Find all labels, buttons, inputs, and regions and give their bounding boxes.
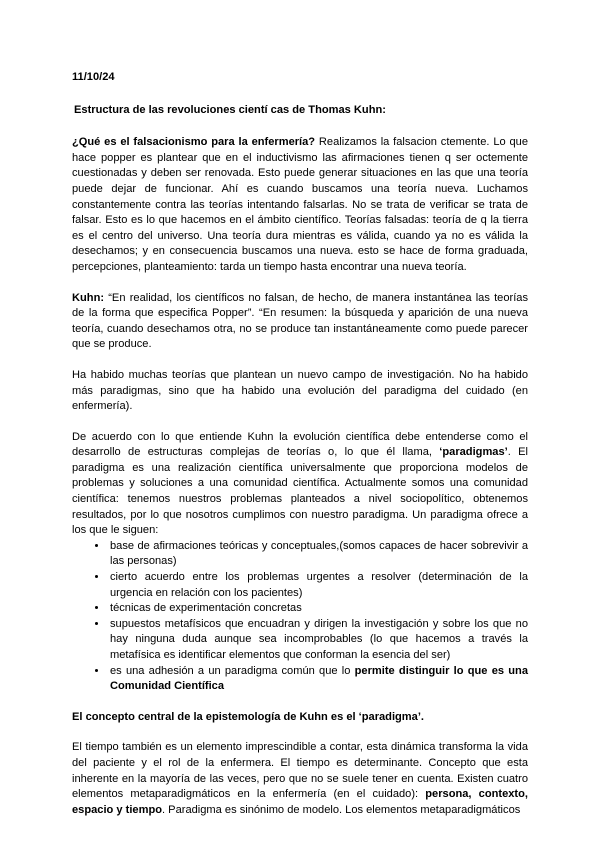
paragraph-paradigmas [72, 430, 528, 539]
tiempo-text-after: . Paradigma es sinónimo de modelo. Los elementos metaparadigmáticos [162, 803, 521, 816]
kuhn-label: Kuhn: [72, 291, 105, 304]
paragraph-teorias: Ha habido muchas teorías que plantean un nuevo campo de investigación. No ha habido más paradigmas, sino que ha habido una evolución del paradigma del cuidado (en enfermería). [72, 368, 528, 413]
list-item: • base de afirmaciones teóricas y conceptuales,(somos capaces de hacer sobrevivir a las personas) [108, 539, 528, 570]
document-title: Estructura de las revoluciones cientí cas de Thomas Kuhn: [74, 103, 386, 116]
section-heading-paradigma: El concepto central de la epistemología de Kuhn es el ‘paradigma’. [72, 710, 425, 723]
paradigmas-bold: ‘paradigmas’ [439, 446, 508, 459]
tiempo-bold: persona, contexto, espacio y tiempo [72, 788, 528, 816]
paragraph-falsacionismo [72, 135, 528, 275]
list-item [108, 664, 528, 695]
paradigmas-text-before: De acuerdo con lo que entiende Kuhn la evolución científica debe entenderse como el desarrollo de estructuras complejas de teorías o, lo que él llama, [72, 430, 528, 459]
document-date: 11/10/24 [72, 71, 115, 83]
question-falsacionismo: ¿Qué es el falsacionismo para la enfermería? [72, 136, 316, 149]
paragraph-tiempo [72, 740, 528, 818]
paradigma-bullet-list [72, 539, 528, 695]
tiempo-text-before: El tiempo también es un elemento imprescindible a contar, esta dinámica transforma la vida del paciente y el rol de la enfermera. El tiempo es determinante. Concepto que esta inherente en la mayoría de las veces, pero que no se suele tener en cuenta. Existen cuatro elementos metaparadigmáticos en la enfermería (en el cuidado): [72, 741, 528, 801]
paradigmas-text-after: . El paradigma es una realización científica universalmente que proporciona modelos de problemas y soluciones a una comunidad científica. Actualmente somos una comunidad científica: tenemos nuestros problemas planteados a nivel sociopolítico, obtenemos resultados, por lo que nosotros cumplimos con nuestro paradigma. Un paradigma ofrece a los que le siguen: [72, 446, 529, 537]
paragraph-kuhn-quote [72, 291, 528, 353]
kuhn-quote-text: “En realidad, los científicos no falsan, de hecho, de manera instantánea las teorías de la forma que especifica Popper”. “En resumen: la búsqueda y aparición de una nueva teoría, cuando desechamos otra, no se produce tan instantáneamente como puede parecer que se produce. [72, 291, 528, 351]
list-item: • técnicas de experimentación concretas [108, 601, 528, 617]
paragraph-falsacionismo-text: Realizamos la falsacion ctemente. Lo que hace popper es plantear que en el inductivismo las afirmaciones tienen q ser octemente cuestionadas y deben ser renovada. Esto puede generar situaciones en las que una teoría puede dejar de funcionar. Ahí es cuando buscamos una teoría nueva. Luchamos constantemente contra las teorías intentando falsarlas. No se trata de verificar se trata de falsar. Esto es lo que hacemos en el ámbito científico. Teorías falsadas: teoría de q la tierra es el centro del universo. Una teoría dura mientras es válida, cuando ya no es válida la desechamos; y en consecuencia buscamos una nueva. esto se hace de forma graduada, percepciones, planteamiento: tarda un tiempo hasta encontrar una nueva teoría. [72, 136, 528, 273]
list-item: • cierto acuerdo entre los problemas urgentes a resolver (determinación de la urgencia en relación con los pacientes) [108, 570, 528, 601]
bullet5-bold: permite distinguir lo que es una Comunidad Científica [110, 664, 528, 693]
bullet5-text: es una adhesión a un paradigma común que lo [110, 664, 355, 677]
list-item: • supuestos metafísicos que encuadran y dirigen la investigación y sobre los que no hay ninguna duda aunque sea incomprobables (lo que hacemos a través la metafísica es identificar elementos que conforman la esencia del ser) [108, 617, 528, 664]
